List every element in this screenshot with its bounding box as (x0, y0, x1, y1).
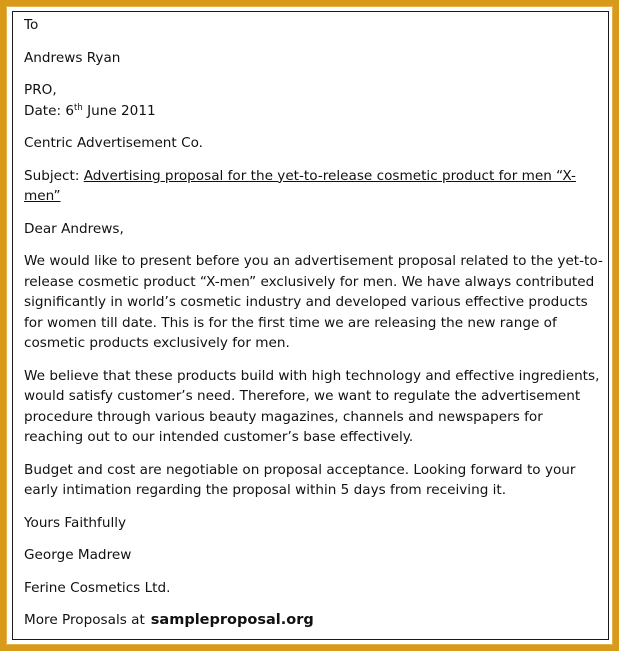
to-label: To (24, 17, 39, 33)
closing: Yours Faithfully (24, 514, 127, 531)
subject-label: Subject: (24, 167, 84, 184)
body-paragraph-1: We would like to present before you an advertisement proposal related to the yet-to-release cosmetic product “X-men” exclusively for men. We have always contributed significantly in world’s cosmetic industry and developed various effective products for women till date. This is for the first time we are releasing the new range of cosmetic products exclusively for men. (24, 253, 603, 351)
greeting: Dear Andrews, (24, 220, 124, 237)
letter-date (24, 101, 598, 122)
sender-name-block (24, 545, 598, 566)
date-rest: June 2011 (82, 102, 156, 119)
letter-body (12, 11, 609, 640)
recipient-company: Centric Advertisement Co. (24, 135, 203, 151)
sender-name: George Madrew (24, 547, 132, 563)
more-proposals-label: More Proposals at (24, 612, 145, 628)
closing-block (24, 513, 598, 534)
footer-line (24, 610, 598, 631)
recipient-title: PRO, (24, 82, 57, 98)
title-date-block (24, 80, 598, 121)
company-block (24, 133, 598, 154)
sender-company: Ferine Cosmetics Ltd. (24, 579, 171, 596)
subject-text: Advertising proposal for the yet-to-release cosmetic product for men “X-men” (24, 167, 576, 204)
recipient-name: Andrews Ryan (24, 49, 121, 66)
frame-inner (6, 6, 613, 645)
site-link[interactable]: sampleproposal.org (150, 612, 314, 628)
recipient-name-block (24, 48, 598, 69)
recipient-block (24, 15, 598, 36)
date-prefix: Date: 6 (24, 102, 75, 119)
subject-line (24, 166, 606, 207)
sender-company-block (24, 578, 598, 599)
body-paragraph-3: Budget and cost are negotiable on proposal acceptance. Looking forward to your early intimation regarding the proposal within 5 days from receiving it. (24, 461, 576, 498)
date-ordinal-suffix: th (74, 102, 83, 113)
body-paragraph-2: We believe that these products build with high technology and effective ingredients, would satisfy customer’s need. Therefore, we want to regulate the advertisement procedure through various beauty magazines, channels and newspapers for reaching out to our intended customer’s base effectively. (24, 367, 600, 445)
greeting-block (24, 219, 598, 240)
